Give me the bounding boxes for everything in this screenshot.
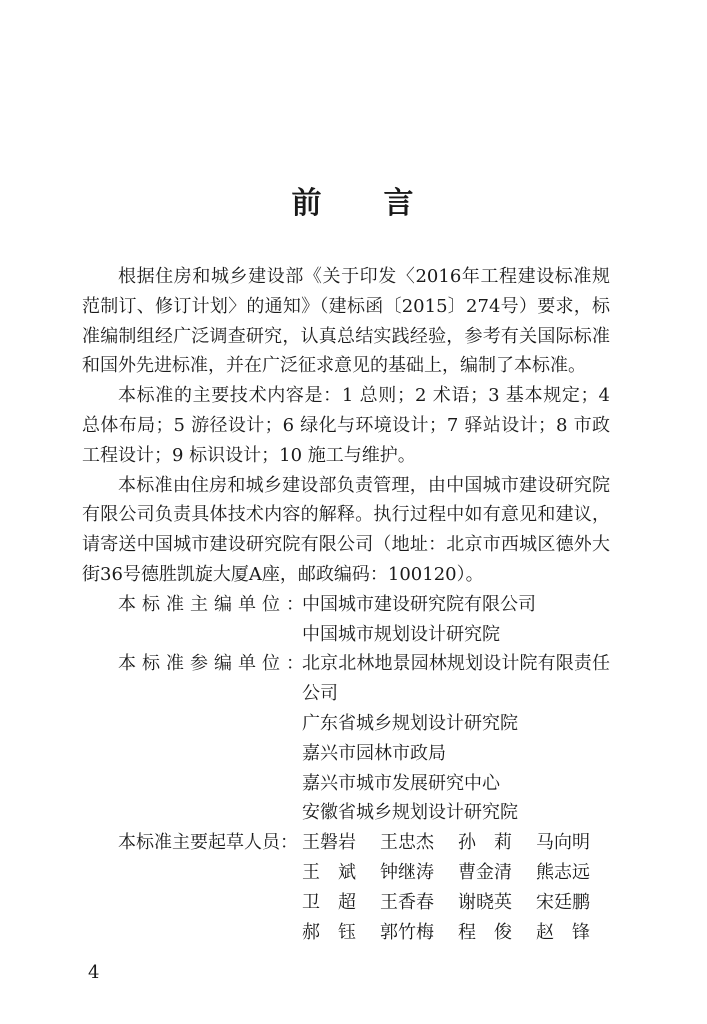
- drafter-name: 王忠杰: [380, 832, 434, 854]
- drafter-name: 马向明: [536, 832, 590, 854]
- drafters-row: [302, 858, 614, 888]
- participating-unit-4: 嘉兴市城市发展研究中心: [302, 772, 500, 794]
- drafters-grid: [302, 828, 614, 947]
- drafter-name: 卫 超: [302, 891, 356, 913]
- drafter-name: 谢晓英: [458, 891, 512, 913]
- drafter-name: 程 俊: [458, 921, 512, 943]
- participating-unit-2: 广东省城乡规划设计研究院: [302, 712, 518, 734]
- chief-unit-2: 中国城市规划设计研究院: [302, 623, 500, 645]
- participating-unit-3: 嘉兴市园林市政局: [302, 742, 446, 764]
- chief-unit-1: 中国城市建设研究院有限公司: [302, 593, 536, 615]
- paragraph-2: 本标准的主要技术内容是：1 总则；2 术语；3 基本规定；4 总体布局；5 游径设计；6 绿化与环境设计；7 驿站设计；8 市政工程设计；9 标识设计；10 施工与维护。: [82, 385, 610, 466]
- participating-unit-5: 安徽省城乡规划设计研究院: [302, 802, 518, 824]
- chief-units-list: [302, 590, 610, 650]
- participating-units-block: [82, 649, 610, 828]
- drafter-name: 宋廷鹏: [536, 891, 590, 913]
- drafter-name: 熊志远: [536, 861, 590, 883]
- drafter-name: 郭竹梅: [380, 921, 434, 943]
- paragraph-3: 本标准由住房和城乡建设部负责管理，由中国城市建设研究院有限公司负责具体技术内容的解释。执行过程中如有意见和建议，请寄送中国城市建设研究院有限公司（地址：北京市西城区德外大街36号德胜凯旋大厦A座，邮政编码：100120）。: [82, 474, 610, 585]
- chief-units-block: [82, 590, 610, 650]
- chief-units-label: 本标准主编单位：: [118, 593, 310, 615]
- participating-units-label: 本标准参编单位：: [118, 653, 310, 675]
- title-char-1: 前: [291, 186, 324, 221]
- participating-unit-1: 北京北林地景园林规划设计院有限责任公司: [302, 653, 610, 705]
- drafter-name: 王香春: [380, 891, 434, 913]
- drafters-row: [302, 828, 614, 858]
- page-title: [0, 178, 707, 222]
- preface-body: [82, 262, 610, 947]
- drafter-name: 曹金清: [458, 861, 512, 883]
- page-number: 4: [88, 962, 100, 983]
- title-char-2: 言: [383, 186, 416, 221]
- drafter-name: 王 斌: [302, 861, 356, 883]
- drafter-name: 赵 锋: [536, 921, 590, 943]
- drafters-row: [302, 918, 614, 948]
- drafter-name: 王磐岩: [302, 832, 356, 854]
- paragraph-1: 根据住房和城乡建设部《关于印发〈2016年工程建设标准规范制订、修订计划〉的通知》（建标函〔2015〕274号）要求，标准编制组经广泛调查研究，认真总结实践经验，参考有关国际标准和国外先进标准，并在广泛征求意见的基础上，编制了本标准。: [82, 266, 610, 377]
- drafter-name: 郝 钰: [302, 921, 356, 943]
- drafters-row: [302, 888, 614, 918]
- drafters-label: 本标准主要起草人员：: [118, 832, 298, 854]
- drafter-name: 钟继涛: [380, 861, 434, 883]
- drafter-name: 孙 莉: [458, 832, 512, 854]
- drafters-block: [82, 828, 610, 947]
- participating-units-list: [302, 649, 610, 828]
